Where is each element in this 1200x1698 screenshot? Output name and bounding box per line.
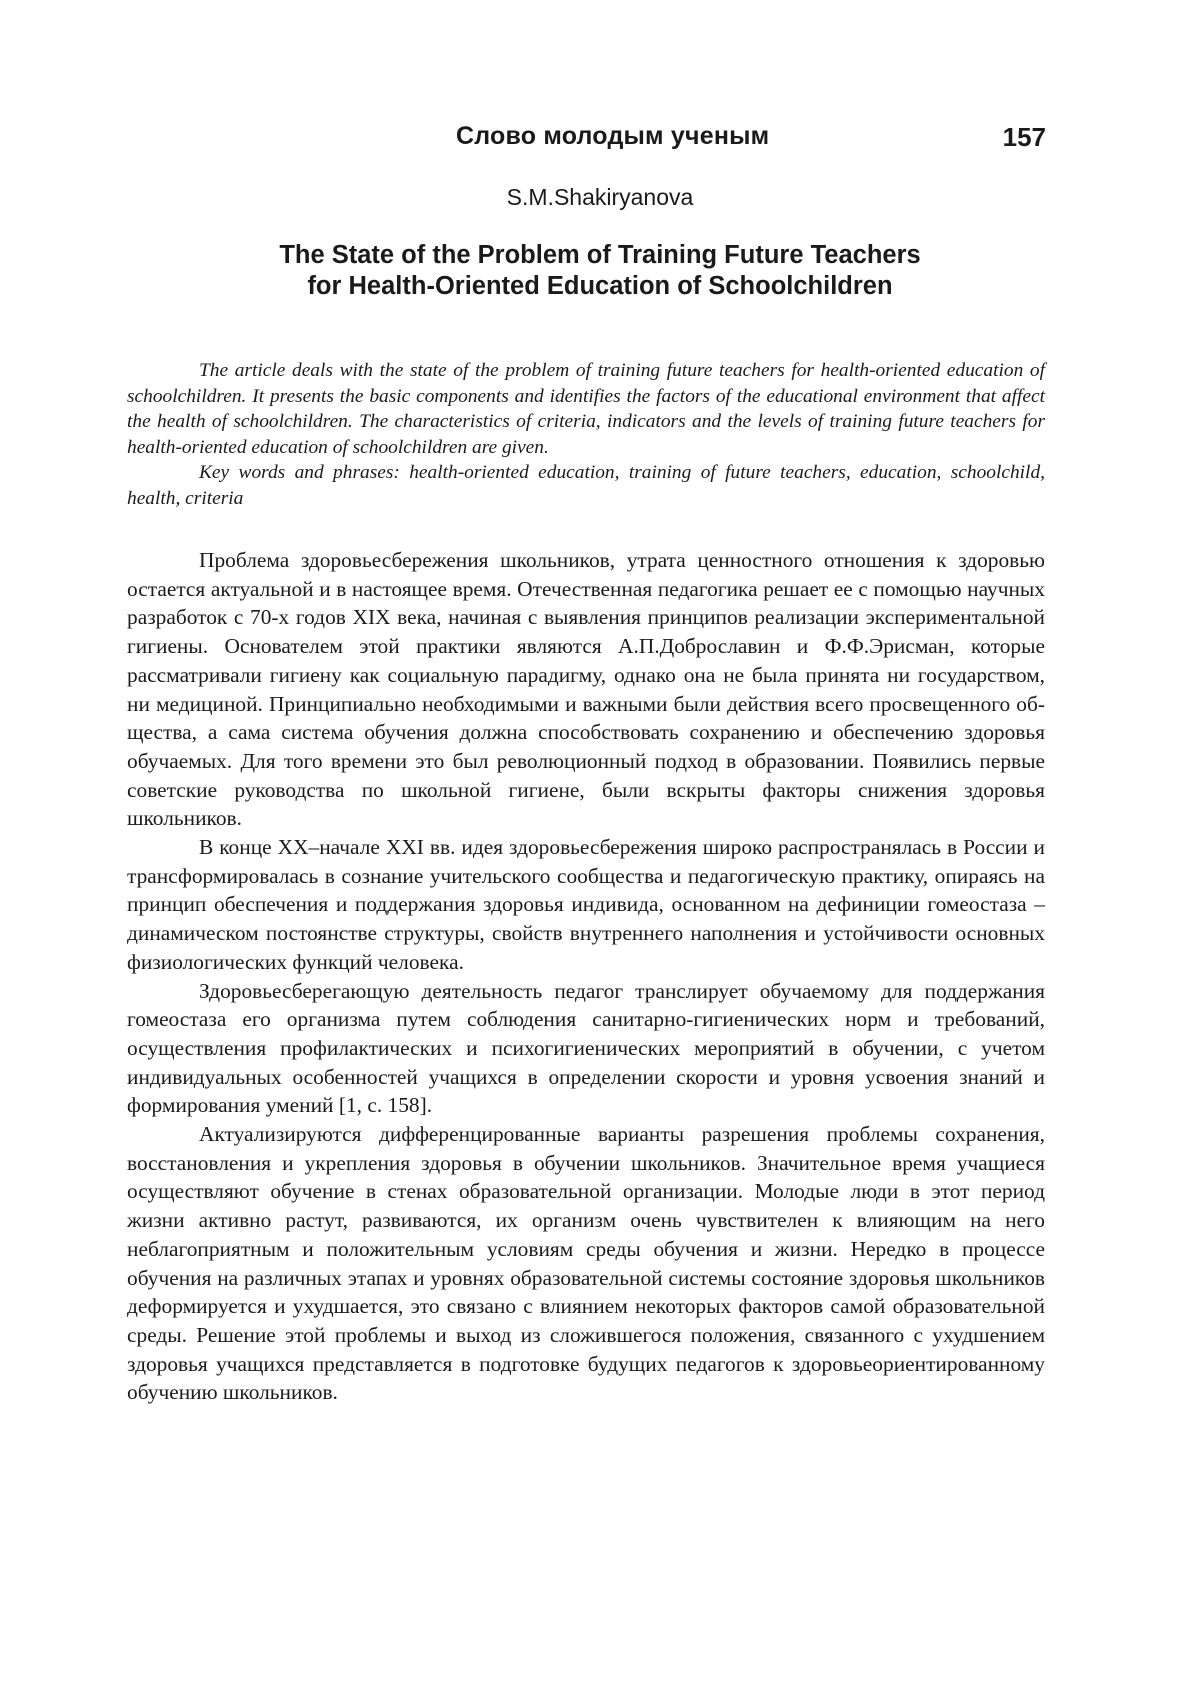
body-paragraph: Здоровьесберегающую деятельность педагог транслирует обучаемому для поддержания гомеостаза его организма путем соблюдения санитарно-гигиенических норм и требований, осуществления профилактических и психогигиенических мероприятий в обучении, с учетом индивидуальных особенностей учащихся в определении скорости и уровня усвоения знаний и формирования умений [1, с. 158]. bbox=[127, 978, 1045, 1118]
page-number: 157 bbox=[1002, 122, 1046, 152]
body-text bbox=[127, 546, 1045, 1407]
body-paragraph: Актуализируются дифференцированные варианты разрешения проблемы сохранения, восстановления и укрепления здоровья в обучении школьников. Значительное время учащиеся осуществляют обучение в стенах образовательной организации. Молодые люди в этот период жизни активно растут, развиваются, их организм очень чувствителен к влияющим на него неблагоприятным и положительным условиям среды обучения и жизни. Нередко в процессе обучения на различных этапах и уровнях образовательной системы состояние здоровья школьников деформируется и ухудшается, это связано с влиянием некоторых факторов самой образовательной среды. Решение этой проблемы и выход из сложившегося положения, связанного с ухудшением здоровья учащихся представляется в подготовке будущих педагогов к здоровьеориентированному обучению школьников. bbox=[127, 1122, 1045, 1405]
article-title-line: for Health-Oriented Education of Schoolchildren bbox=[307, 272, 893, 300]
abstract-text: The article deals with the state of the problem of training future teachers for health-oriented education of schoolchildren. It presents the basic components and identifies the factors of the educational environment that affect the health of schoolchildren. The characteristics of criteria, indicators and the levels of training future teachers for health-oriented education of schoolchildren are given. bbox=[127, 360, 1045, 458]
body-paragraph: Проблема здоровьесбережения школьников, утрата ценностного отношения к здоровью остается актуальной и в настоящее время. Отечественная педагогика решает ее с помощью научных разработок с 70-х годов XIX века, начиная с выявления принципов реализации экспериментальной гигиены. Основателем этой практики являются А.П.Доброславин и Ф.Ф.Эрисман, которые рассматривали гигиену как социальную парадигму, однако она не была принята ни государством, ни медициной. Принципиально необходимыми и важными были действия всего просвещенного общества, а сама система обучения должна способствовать сохранению и обеспечению здоровья обучаемых. Для того времени это был революционный подход в образовании. Появились первые советские руководства по школьной гигиене, были вскрыты факторы снижения здоровья школьников. bbox=[127, 548, 1045, 831]
keywords: Key words and phrases: health-oriented education, training of future teachers, education, schoolchild, health, criteria bbox=[127, 462, 1045, 509]
article-title bbox=[130, 240, 1070, 302]
author-name: S.M.Shakiryanova bbox=[506, 184, 694, 210]
article-title-line: The State of the Problem of Training Future Teachers bbox=[279, 241, 921, 269]
body-paragraph: В конце XX–начале XXI вв. идея здоровьесбережения широко распространялась в России и трансформировалась в сознание учительского сообщества и педагогическую практику, опираясь на принцип обеспечения и поддержания здоровья индивида, основанном на дефиниции гомеостаза – динамическом постоянстве структуры, свойств внутреннего наполнения и устойчивости основных физиологических функций человека. bbox=[127, 835, 1045, 974]
running-title: Слово молодым ученым bbox=[456, 122, 770, 150]
running-header bbox=[456, 122, 1046, 156]
abstract bbox=[127, 358, 1045, 512]
